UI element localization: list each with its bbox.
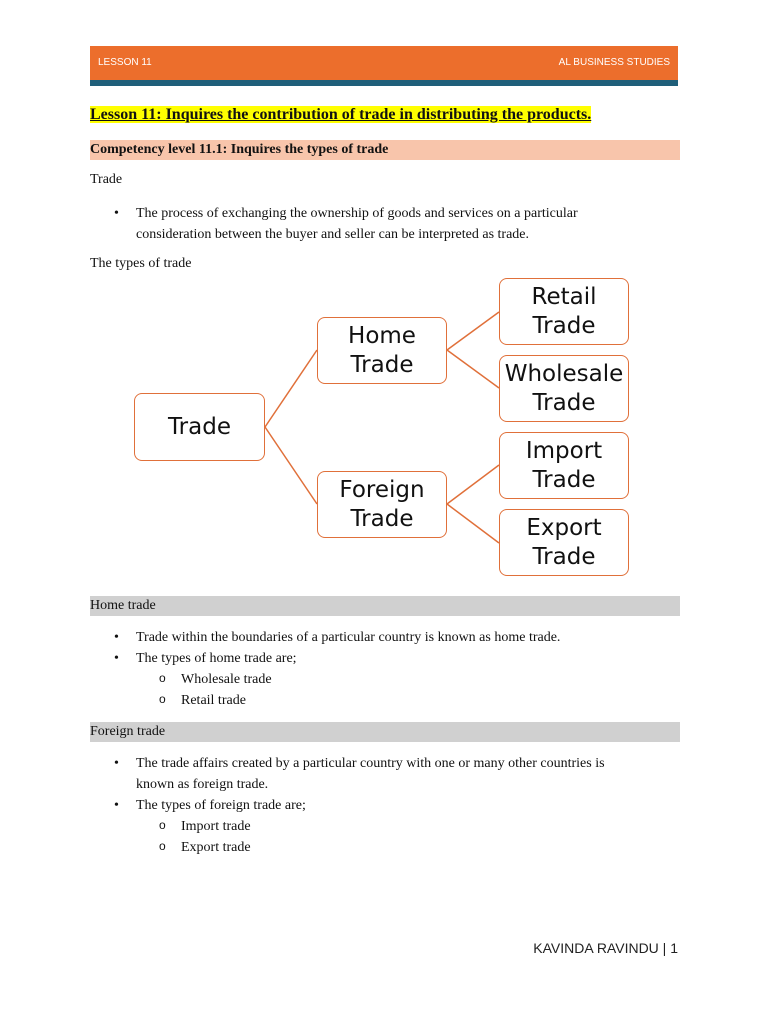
list-item: • The process of exchanging the ownership of goods and services on a particular [110,203,578,224]
lesson-title: Lesson 11: Inquires the contribution of trade in distributing the products. [90,106,592,123]
list-item: • The types of foreign trade are; [110,795,605,816]
competency-band: Competency level 11.1: Inquires the types of trade [90,140,680,160]
node-foreign-trade: Foreign Trade [317,471,447,538]
home-trade-heading: Home trade [90,596,680,616]
sub-list-item: o Retail trade [110,690,560,711]
trade-heading: Trade [90,172,123,187]
connector-root-foreign [265,427,317,504]
sub-list-item: o Export trade [110,837,605,858]
connector-home-wholesale [447,350,499,388]
node-home-trade: Home Trade [317,317,447,384]
node-wholesale-trade: Wholesale Trade [499,355,629,422]
foreign-trade-heading: Foreign trade [90,722,680,742]
connector-root-home [265,350,317,427]
header-lesson: LESSON 11 [98,57,152,68]
node-retail-trade: Retail Trade [499,278,629,345]
page-footer: KAVINDA RAVINDU | 1 [533,940,678,956]
list-item: • The trade affairs created by a particular country with one or many other countries is known as foreign trade. [110,753,605,795]
node-trade: Trade [134,393,265,461]
list-item: • The types of home trade are; [110,648,560,669]
connector-foreign-import [447,465,499,504]
connector-home-retail [447,312,499,350]
list-item-continued: consideration between the buyer and seller can be interpreted as trade. [136,227,529,242]
foreign-trade-list [110,753,605,858]
list-item: • Trade within the boundaries of a particular country is known as home trade. [110,627,560,648]
node-export-trade: Export Trade [499,509,629,576]
sub-list-item: o Wholesale trade [110,669,560,690]
types-heading: The types of trade [90,256,192,271]
header-subject: AL BUSINESS STUDIES [558,57,670,68]
home-trade-list [110,627,560,711]
node-import-trade: Import Trade [499,432,629,499]
sub-list-item: o Import trade [110,816,605,837]
connector-foreign-export [447,504,499,543]
